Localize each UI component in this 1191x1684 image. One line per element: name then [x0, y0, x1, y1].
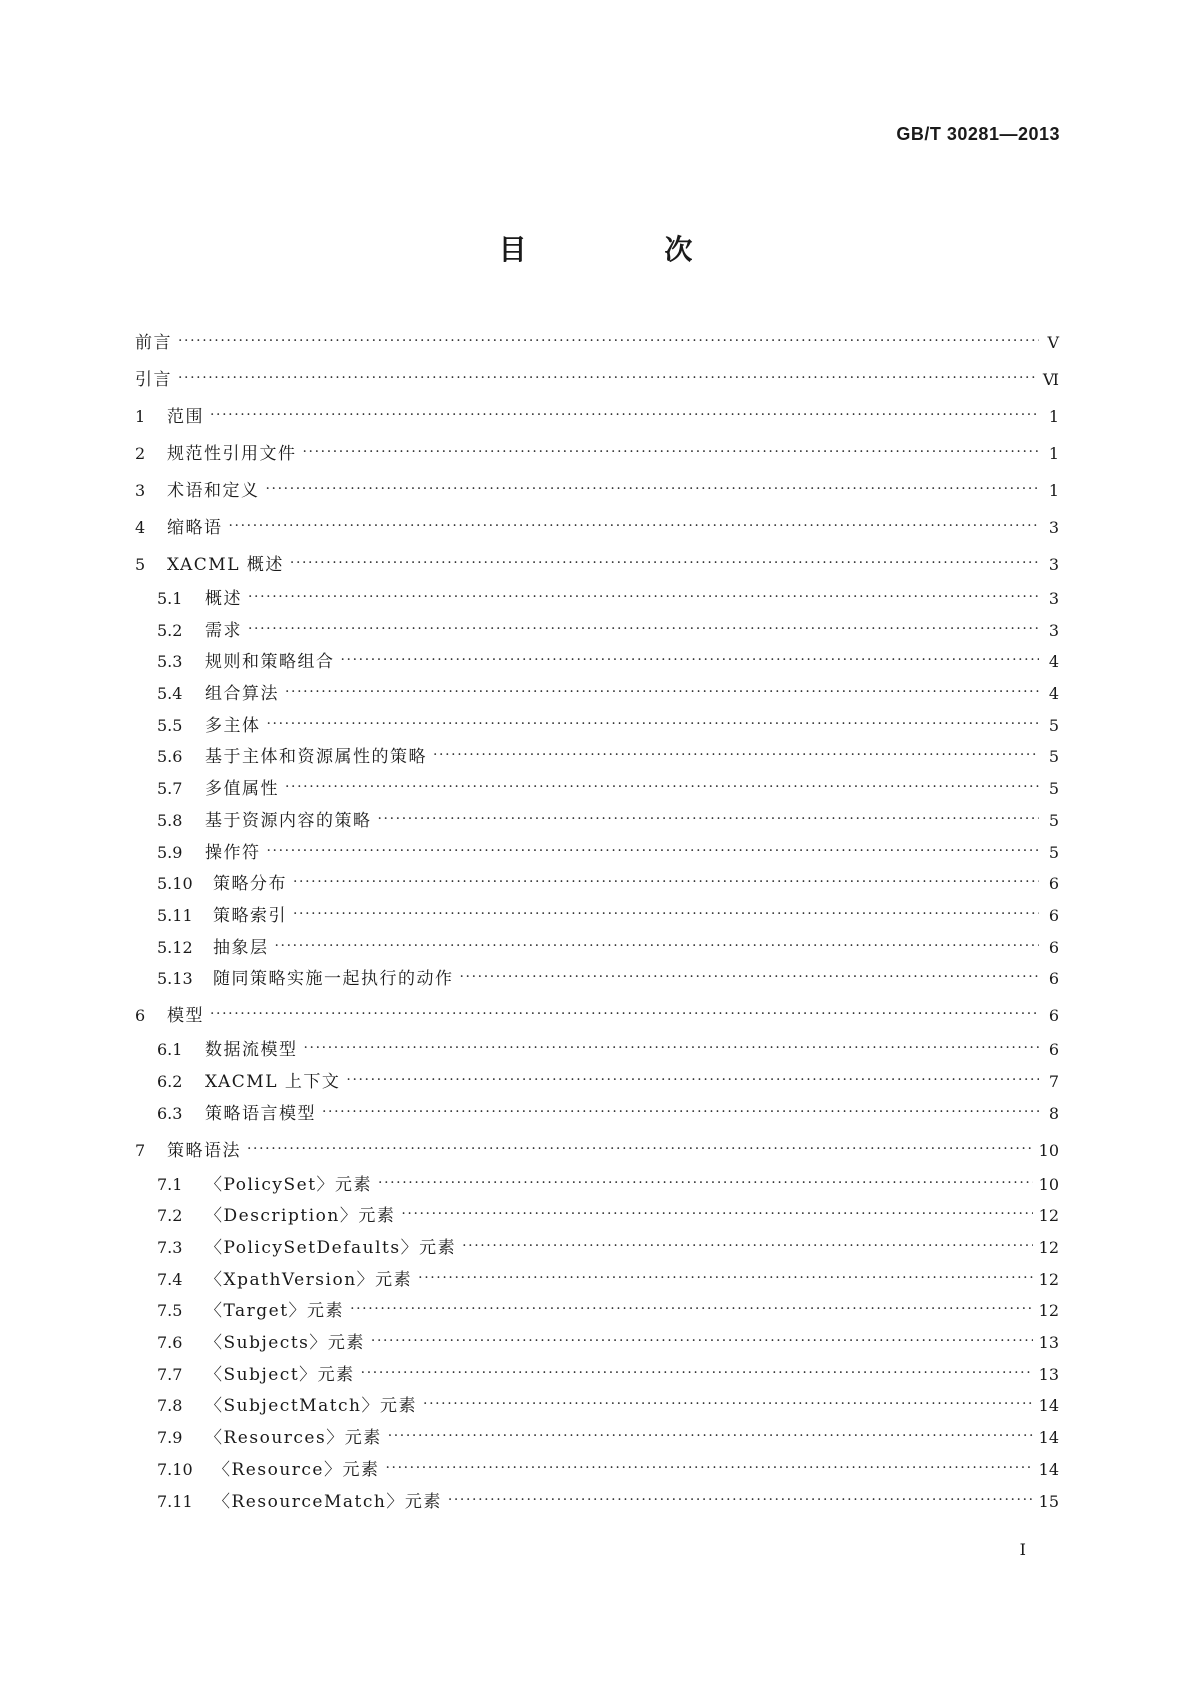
- toc-entry-title: 缩略语: [167, 518, 223, 538]
- standard-code: GB/T 30281—2013: [896, 124, 1060, 144]
- toc-dot-leader: [322, 1104, 1039, 1124]
- toc-entry[interactable]: [135, 555, 1059, 575]
- toc-entry-number: 6.2: [157, 1071, 183, 1091]
- toc-entry-title: 策略语法: [167, 1140, 241, 1161]
- toc-dot-leader: [423, 1396, 1033, 1416]
- toc-entry-number: 7: [135, 1140, 146, 1160]
- toc-entry-number: 5.3: [157, 652, 183, 672]
- toc-dot-leader: [267, 716, 1040, 736]
- toc-entry-number: 7.6: [157, 1333, 183, 1353]
- toc-entry-number: 7.10: [157, 1459, 193, 1479]
- toc-entry-number: 5.6: [157, 747, 183, 767]
- toc-entry-title: 模型: [167, 1006, 204, 1027]
- toc-entry-page: 14: [1038, 1459, 1059, 1479]
- toc-entry[interactable]: [135, 747, 1059, 767]
- toc-entry-title: 〈SubjectMatch〉元素: [205, 1396, 418, 1417]
- toc-entry-page: 3: [1048, 589, 1059, 608]
- toc-entry-title: 策略分布: [213, 874, 287, 895]
- toc-entry-title: 策略语言模型: [205, 1103, 316, 1124]
- toc-dot-leader: [247, 1141, 1033, 1161]
- toc-entry-number: 7.9: [157, 1428, 183, 1448]
- toc-entry[interactable]: [135, 938, 1059, 958]
- toc-entry-number: 7.7: [157, 1364, 183, 1384]
- toc-entry[interactable]: [135, 1301, 1059, 1321]
- toc-dot-leader: [378, 811, 1040, 831]
- toc-entry-number: 4: [135, 518, 146, 537]
- toc-entry[interactable]: [135, 333, 1059, 353]
- toc-entry-page: 5: [1048, 842, 1059, 862]
- toc-entry[interactable]: [135, 906, 1059, 926]
- toc-entry-number: 5.11: [157, 905, 193, 925]
- toc-entry-title: XACML 概述: [167, 555, 284, 575]
- toc-entry-page: 14: [1038, 1428, 1059, 1448]
- toc-entry-number: 5.13: [157, 969, 193, 989]
- toc-entry-page: 1: [1048, 444, 1059, 463]
- toc-entry-title: 多值属性: [205, 779, 279, 800]
- toc-entry-page: 3: [1048, 620, 1059, 640]
- toc-entry[interactable]: [135, 1460, 1059, 1480]
- toc-entry-page: 4: [1048, 684, 1059, 704]
- toc-entry-page: 12: [1038, 1238, 1059, 1257]
- toc-entry[interactable]: [135, 1238, 1059, 1258]
- toc-entry-page: 5: [1048, 779, 1059, 799]
- toc-entry-number: 6.1: [157, 1040, 183, 1060]
- toc-entry-title: 规则和策略组合: [205, 652, 335, 673]
- toc-entry[interactable]: [135, 444, 1059, 464]
- toc-entry-number: 5.4: [157, 684, 183, 704]
- toc-entry-number: 6.3: [157, 1103, 183, 1123]
- toc-title: 目 次: [498, 233, 757, 266]
- toc-entry[interactable]: [135, 1428, 1059, 1448]
- toc-dot-leader: [303, 444, 1040, 464]
- toc-entry-page: 6: [1048, 937, 1059, 957]
- toc-dot-leader: [293, 906, 1039, 926]
- toc-dot-leader: [378, 1175, 1033, 1195]
- toc-entry-number: 7.5: [157, 1301, 183, 1321]
- toc-dot-leader: [418, 1270, 1032, 1290]
- toc-entry[interactable]: [135, 1040, 1059, 1060]
- toc-entry[interactable]: [135, 1333, 1059, 1353]
- toc-entry[interactable]: [135, 1206, 1059, 1226]
- toc-entry[interactable]: [135, 1072, 1059, 1092]
- toc-entry[interactable]: [135, 716, 1059, 736]
- toc-dot-leader: [448, 1492, 1033, 1512]
- toc-entry-title: 抽象层: [213, 937, 269, 958]
- toc-entry[interactable]: [135, 843, 1059, 863]
- toc-dot-leader: [388, 1428, 1033, 1448]
- toc-entry-number: 7.1: [157, 1174, 183, 1194]
- toc-entry-title: 引言: [135, 370, 172, 390]
- toc-entry-title: 策略索引: [213, 905, 287, 926]
- toc-entry-page: 12: [1038, 1301, 1059, 1321]
- toc-dot-leader: [178, 370, 1037, 390]
- toc-entry-page: 12: [1038, 1206, 1059, 1226]
- toc-entry-title: 前言: [135, 333, 172, 353]
- toc-dot-leader: [178, 333, 1039, 353]
- toc-entry-title: 多主体: [205, 715, 261, 736]
- toc-entry-title: XACML 上下文: [205, 1071, 341, 1092]
- toc-entry-page: 10: [1038, 1140, 1059, 1160]
- toc-entry-title: 〈Target〉元素: [205, 1301, 345, 1322]
- toc-entry-title: 术语和定义: [167, 481, 260, 501]
- toc-entry-page: 15: [1038, 1491, 1059, 1511]
- toc-entry-number: 7.8: [157, 1396, 183, 1416]
- toc-entry-page: 3: [1048, 555, 1059, 574]
- toc-dot-leader: [266, 481, 1040, 501]
- toc-dot-leader: [341, 652, 1040, 672]
- toc-entry[interactable]: [135, 481, 1059, 501]
- toc-dot-leader: [371, 1333, 1033, 1353]
- toc-dot-leader: [346, 1072, 1039, 1092]
- toc-entry-number: 5.9: [157, 842, 183, 862]
- toc-entry-title: 〈ResourceMatch〉元素: [213, 1491, 442, 1512]
- toc-entry[interactable]: [135, 652, 1059, 672]
- toc-entry-number: 5.5: [157, 715, 183, 735]
- toc-entry-number: 5.10: [157, 874, 193, 894]
- toc-entry-title: 〈PolicySetDefaults〉元素: [205, 1238, 457, 1258]
- toc-entry[interactable]: [135, 1365, 1059, 1385]
- toc-entry-title: 范围: [167, 407, 204, 427]
- toc-dot-leader: [290, 555, 1039, 575]
- toc-dot-leader: [210, 407, 1039, 427]
- toc-entry[interactable]: [135, 1104, 1059, 1124]
- toc-entry-number: 5.12: [157, 937, 193, 957]
- toc-entry-title: 〈Subjects〉元素: [205, 1333, 365, 1354]
- toc-entry-title: 需求: [205, 620, 242, 641]
- toc-entry-number: 6: [135, 1006, 146, 1026]
- toc-entry-page: 4: [1048, 652, 1059, 672]
- toc-dot-leader: [248, 589, 1039, 609]
- toc-dot-leader: [462, 1238, 1033, 1258]
- toc-entry-title: 概述: [205, 589, 242, 609]
- toc-entry-number: 7.2: [157, 1206, 183, 1226]
- toc-entry-page: 14: [1038, 1396, 1059, 1416]
- page-number: I: [1019, 1540, 1026, 1559]
- toc-entry-title: 操作符: [205, 842, 261, 863]
- toc-entry-page: 7: [1048, 1071, 1059, 1091]
- toc-dot-leader: [350, 1301, 1033, 1321]
- toc-entry-page: 12: [1038, 1269, 1059, 1289]
- toc-entry-title: 随同策略实施一起执行的动作: [213, 969, 454, 990]
- toc-dot-leader: [460, 969, 1040, 989]
- toc-entry-page: 3: [1048, 518, 1059, 537]
- toc-entry-page: 6: [1048, 969, 1059, 989]
- toc-dot-leader: [210, 1006, 1039, 1026]
- toc-entry[interactable]: [135, 1141, 1059, 1161]
- toc-entry-title: 〈Subject〉元素: [205, 1364, 355, 1385]
- toc-entry-number: 5.2: [157, 620, 183, 640]
- toc-entry-page: Ⅴ: [1047, 333, 1059, 352]
- toc-entry[interactable]: [135, 779, 1059, 799]
- toc-entry-number: 3: [135, 481, 146, 500]
- toc-dot-leader: [229, 518, 1040, 538]
- toc-entry-number: 5.1: [157, 589, 183, 608]
- toc-entry-title: 数据流模型: [205, 1040, 298, 1061]
- toc-entry-title: 〈Resource〉元素: [213, 1459, 380, 1480]
- toc-entry-number: 7.3: [157, 1238, 183, 1257]
- toc-entry-page: 10: [1038, 1174, 1059, 1194]
- toc-entry-page: Ⅵ: [1042, 370, 1059, 389]
- toc-entry-page: 6: [1048, 874, 1059, 894]
- toc-entry-title: 〈Resources〉元素: [205, 1428, 382, 1449]
- toc-entry-number: 5: [135, 555, 146, 574]
- toc-entry-title: 规范性引用文件: [167, 444, 297, 464]
- toc-entry-title: 〈XpathVersion〉元素: [205, 1269, 413, 1290]
- toc-entry-page: 5: [1048, 715, 1059, 735]
- toc-entry-page: 6: [1048, 1040, 1059, 1060]
- toc-dot-leader: [275, 938, 1040, 958]
- toc-entry-page: 1: [1048, 481, 1059, 500]
- toc-entry[interactable]: [135, 1492, 1059, 1512]
- toc-entry-page: 13: [1038, 1364, 1059, 1384]
- toc-entry[interactable]: [135, 370, 1059, 390]
- toc-entry-title: 〈Description〉元素: [205, 1206, 396, 1227]
- toc-entry[interactable]: [135, 1006, 1059, 1026]
- toc-entry-page: 6: [1048, 905, 1059, 925]
- toc-entry-page: 6: [1048, 1006, 1059, 1026]
- toc-entry-page: 5: [1048, 810, 1059, 830]
- toc-entry-title: 〈PolicySet〉元素: [205, 1174, 373, 1195]
- toc-dot-leader: [433, 747, 1039, 767]
- toc-entry[interactable]: [135, 874, 1059, 894]
- toc-entry-title: 基于主体和资源属性的策略: [205, 747, 427, 768]
- toc-dot-leader: [401, 1206, 1032, 1226]
- toc-entry-number: 7.11: [157, 1491, 193, 1511]
- toc-entry-title: 基于资源内容的策略: [205, 810, 372, 831]
- toc-entry[interactable]: [135, 969, 1059, 989]
- toc-entry[interactable]: [135, 684, 1059, 704]
- toc-entry-page: 13: [1038, 1333, 1059, 1353]
- toc-entry-number: 7.4: [157, 1269, 183, 1289]
- toc-entry[interactable]: [135, 1270, 1059, 1290]
- toc-dot-leader: [285, 684, 1039, 704]
- toc-entry[interactable]: [135, 1396, 1059, 1416]
- toc-dot-leader: [385, 1460, 1032, 1480]
- toc-dot-leader: [248, 621, 1039, 641]
- toc-entry[interactable]: [135, 407, 1059, 427]
- toc-entry[interactable]: [135, 811, 1059, 831]
- toc-entry[interactable]: [135, 589, 1059, 609]
- toc-entry[interactable]: [135, 518, 1059, 538]
- toc-entry-page: 5: [1048, 747, 1059, 767]
- toc-entry-number: 2: [135, 444, 146, 463]
- toc-entry-page: 1: [1048, 407, 1059, 426]
- toc-entry-number: 1: [135, 407, 146, 426]
- toc-entry-number: 5.7: [157, 779, 183, 799]
- table-of-contents: [135, 333, 1059, 1512]
- toc-dot-leader: [285, 779, 1039, 799]
- toc-entry[interactable]: [135, 621, 1059, 641]
- toc-entry-number: 5.8: [157, 810, 183, 830]
- toc-dot-leader: [293, 874, 1039, 894]
- toc-dot-leader: [361, 1365, 1033, 1385]
- toc-entry-page: 8: [1048, 1103, 1059, 1123]
- toc-dot-leader: [304, 1040, 1040, 1060]
- toc-entry-title: 组合算法: [205, 684, 279, 705]
- toc-dot-leader: [267, 843, 1040, 863]
- toc-entry[interactable]: [135, 1175, 1059, 1195]
